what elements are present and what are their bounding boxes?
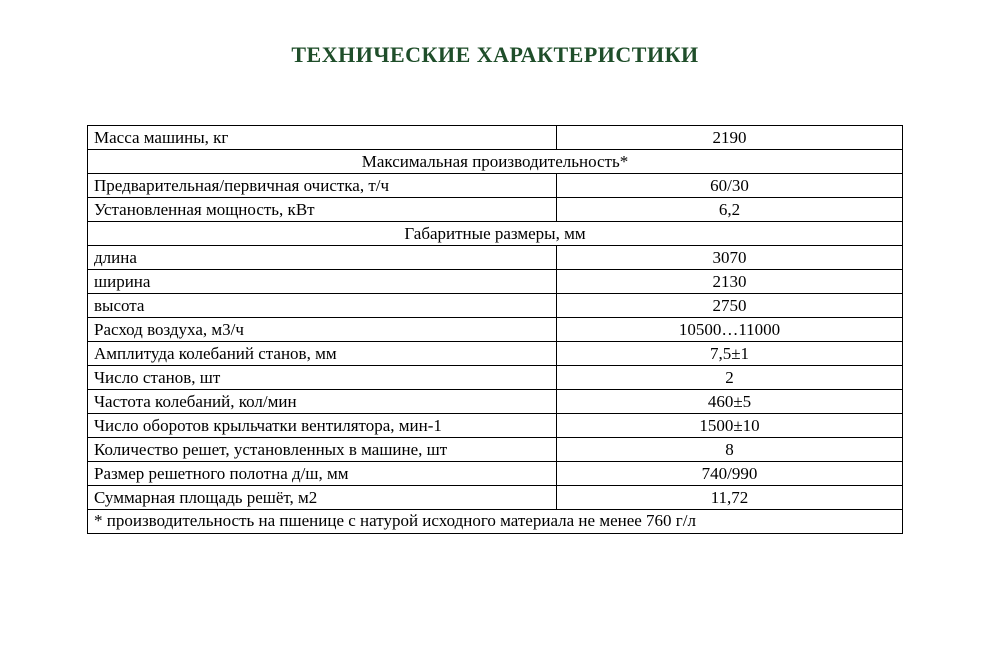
- specs-table: [87, 125, 903, 534]
- table-row: [88, 438, 903, 462]
- table-row: [88, 318, 903, 342]
- table-row: [88, 174, 903, 198]
- param-value: 740/990: [557, 462, 903, 486]
- param-label: Число оборотов крыльчатки вентилятора, мин-1: [88, 414, 557, 438]
- param-value: 2750: [557, 294, 903, 318]
- footnote: * производительность на пшенице с натурой исходного материала не менее 760 г/л: [88, 510, 903, 534]
- param-label: Размер решетного полотна д/ш, мм: [88, 462, 557, 486]
- footnote-row: [88, 510, 903, 534]
- param-label: ширина: [88, 270, 557, 294]
- param-label: Число станов, шт: [88, 366, 557, 390]
- param-value: 3070: [557, 246, 903, 270]
- param-label: высота: [88, 294, 557, 318]
- param-value: 6,2: [557, 198, 903, 222]
- param-label: Расход воздуха, м3/ч: [88, 318, 557, 342]
- param-value: 7,5±1: [557, 342, 903, 366]
- section-header: Габаритные размеры, мм: [88, 222, 903, 246]
- table-row: [88, 126, 903, 150]
- param-value: 460±5: [557, 390, 903, 414]
- table-row: [88, 270, 903, 294]
- param-label: Установленная мощность, кВт: [88, 198, 557, 222]
- param-label: Количество решет, установленных в машине, шт: [88, 438, 557, 462]
- param-value: 11,72: [557, 486, 903, 510]
- param-label: Масса машины, кг: [88, 126, 557, 150]
- param-value: 10500…11000: [557, 318, 903, 342]
- table-row: [88, 486, 903, 510]
- param-value: 2130: [557, 270, 903, 294]
- param-value: 1500±10: [557, 414, 903, 438]
- section-row: [88, 222, 903, 246]
- param-label: длина: [88, 246, 557, 270]
- table-row: [88, 462, 903, 486]
- table-row: [88, 414, 903, 438]
- table-row: [88, 294, 903, 318]
- table-row: [88, 366, 903, 390]
- param-value: 8: [557, 438, 903, 462]
- param-label: Предварительная/первичная очистка, т/ч: [88, 174, 557, 198]
- param-label: Частота колебаний, кол/мин: [88, 390, 557, 414]
- section-row: [88, 150, 903, 174]
- table-row: [88, 246, 903, 270]
- table-row: [88, 390, 903, 414]
- table-row: [88, 342, 903, 366]
- param-label: Амплитуда колебаний станов, мм: [88, 342, 557, 366]
- param-value: 2190: [557, 126, 903, 150]
- page-title: ТЕХНИЧЕСКИЕ ХАРАКТЕРИСТИКИ: [291, 42, 699, 67]
- param-label: Суммарная площадь решёт, м2: [88, 486, 557, 510]
- table-row: [88, 198, 903, 222]
- section-header: Максимальная производительность*: [88, 150, 903, 174]
- param-value: 2: [557, 366, 903, 390]
- param-value: 60/30: [557, 174, 903, 198]
